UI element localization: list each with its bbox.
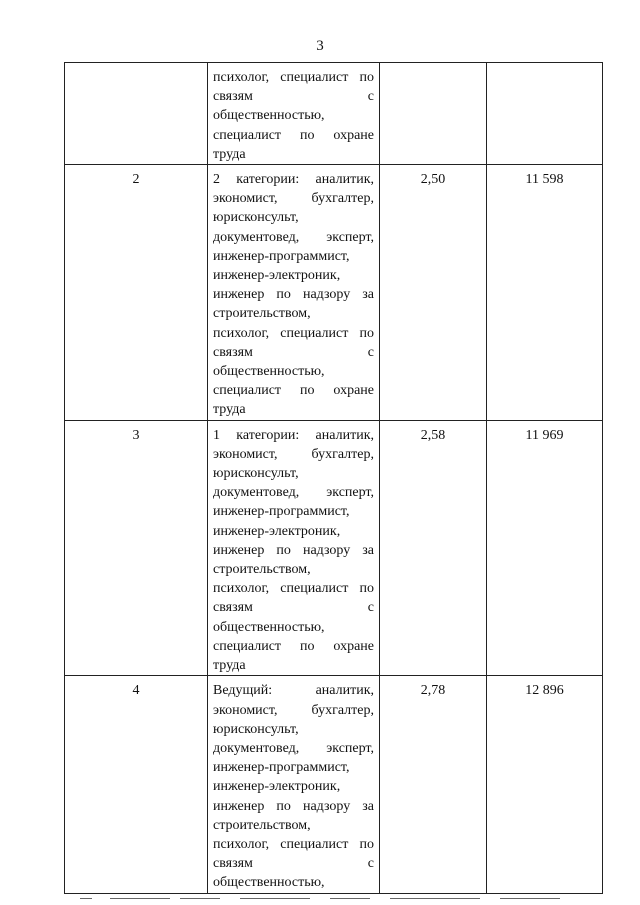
description-line: строительством,: [213, 562, 311, 578]
description-line: юрисконсульт,: [213, 466, 299, 482]
description-line: строительством,: [213, 817, 311, 833]
description-line: 1 категории: аналитик,: [213, 427, 374, 443]
row-number-cell: 3: [65, 420, 208, 676]
salary-cell: 11 969: [487, 420, 603, 676]
description-line: связям с: [213, 856, 374, 872]
page-number: 3: [316, 38, 324, 54]
table-row: [65, 165, 603, 421]
description-line: инженер по надзору за: [213, 542, 374, 558]
scan-footer-marks: [80, 898, 600, 902]
position-description-cell: [208, 165, 380, 421]
description-line: труда: [213, 146, 246, 162]
description-line: инженер-электроник,: [213, 268, 341, 284]
description-line: специалист по охране: [213, 638, 374, 654]
table-row: [65, 676, 603, 893]
description-line: экономист, бухгалтер,: [213, 191, 374, 207]
description-line: психолог, специалист по: [213, 836, 374, 852]
description-line: инженер по надзору за: [213, 798, 374, 814]
description-line: инженер-электроник,: [213, 523, 341, 539]
description-line: инженер-электроник,: [213, 779, 341, 795]
description-line: строительством,: [213, 306, 311, 322]
coefficient-cell: 2,58: [380, 420, 487, 676]
description-line: инженер-программист,: [213, 504, 350, 520]
description-line: инженер-программист,: [213, 248, 350, 264]
row-number-cell: [65, 63, 208, 165]
salary-cell: [487, 63, 603, 165]
position-description-cell: [208, 63, 380, 165]
description-line: специалист по охране: [213, 127, 374, 143]
description-line: Ведущий: аналитик,: [213, 683, 374, 699]
description-line: документовед, эксперт,: [213, 485, 374, 501]
description-line: связям с: [213, 600, 374, 616]
row-number-cell: 2: [65, 165, 208, 421]
description-line: общественностью,: [213, 875, 325, 891]
description-line: связям с: [213, 89, 374, 105]
description-line: инженер по надзору за: [213, 287, 374, 303]
coefficient-cell: 2,50: [380, 165, 487, 421]
description-line: психолог, специалист по: [213, 325, 374, 341]
description-line: юрисконсульт,: [213, 721, 299, 737]
description-line: психолог, специалист по: [213, 70, 374, 85]
description-line: общественностью,: [213, 108, 325, 124]
coefficient-cell: [380, 63, 487, 165]
description-line: инженер-программист,: [213, 760, 350, 776]
table-row: [65, 63, 603, 165]
description-line: юрисконсульт,: [213, 210, 299, 226]
position-description-cell: [208, 676, 380, 893]
salary-cell: 11 598: [487, 165, 603, 421]
description-line: общественностью,: [213, 619, 325, 635]
description-line: документовед, эксперт,: [213, 229, 374, 245]
row-number-cell: 4: [65, 676, 208, 893]
description-line: 2 категории: аналитик,: [213, 172, 374, 188]
salary-cell: 12 896: [487, 676, 603, 893]
position-description-cell: [208, 420, 380, 676]
description-line: специалист по охране: [213, 383, 374, 399]
table-row: [65, 420, 603, 676]
salary-table: [64, 62, 603, 894]
coefficient-cell: 2,78: [380, 676, 487, 893]
description-line: экономист, бухгалтер,: [213, 446, 374, 462]
description-line: связям с: [213, 344, 374, 360]
description-line: труда: [213, 402, 246, 418]
description-line: экономист, бухгалтер,: [213, 702, 374, 718]
description-line: документовед, эксперт,: [213, 740, 374, 756]
description-line: психолог, специалист по: [213, 581, 374, 597]
description-line: общественностью,: [213, 364, 325, 380]
description-line: труда: [213, 658, 246, 674]
